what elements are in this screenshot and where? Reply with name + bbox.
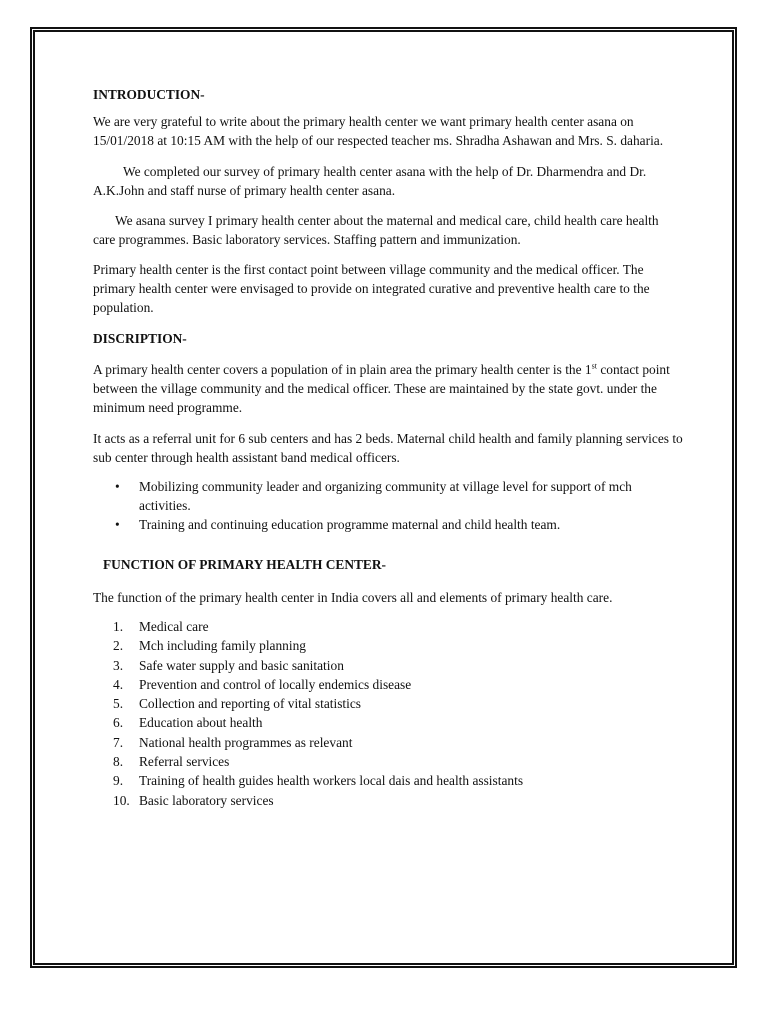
list-item-number: 4. [113,676,124,692]
list-item-number: 3. [113,657,124,673]
list-item [93,791,683,810]
list-item-number: 1. [113,619,124,634]
list-item-number: 6. [113,715,124,731]
list-item [93,617,683,636]
list-item [93,656,683,675]
description-paragraph-1-start: A primary health center covers a population of in plain area the primary health center is the 1 [93,362,592,377]
list-item-number: 9. [113,773,124,789]
list-item [93,636,683,655]
functions-numbered-list [93,617,683,810]
bullet-icon: • [115,517,120,532]
list-item-text: Safe water supply and basic sanitation [139,657,344,673]
list-item [93,694,683,713]
document-content [93,85,683,810]
description-bullet-list [93,477,683,534]
functions-intro: The function of the primary health center in India covers all and elements of primary health care. [93,590,613,605]
description-heading: DISCRIPTION- [93,331,187,346]
list-item [93,733,683,752]
description-paragraph-1 [93,360,683,417]
list-item [93,771,683,790]
bullet-icon: • [115,479,120,494]
list-item-number: 2. [113,638,124,654]
list-item-number: 7. [113,734,124,750]
ordinal-superscript: st [591,361,597,371]
bullet-item-text: Training and continuing education programme maternal and child health team. [139,517,561,532]
list-item-text: National health programmes as relevant [139,734,353,750]
list-item-text: Referral services [139,754,230,770]
list-item-text: Mch including family planning [139,638,306,654]
bullet-item-text: Mobilizing community leader and organizing community at village level for support of mch activities. [139,479,632,513]
list-item-number: 10. [113,792,130,808]
list-item [93,713,683,732]
list-item-text: Education about health [139,715,263,731]
introduction-paragraph-1: We are very grateful to write about the primary health center we want primary health center asana on 15/01/2018 at 10:15 AM with the help of our respected teacher ms. Shradha Ashawan and Mrs. S. daharia. [93,114,664,148]
list-item [93,675,683,694]
list-item-text: Collection and reporting of vital statistics [139,696,362,712]
list-item-text: Basic laboratory services [139,792,274,808]
list-item-number: 5. [113,696,124,712]
introduction-paragraph-3: We asana survey I primary health center about the maternal and medical care, child health care health care programmes. Basic laboratory services. Staffing pattern and immunization. [93,213,659,247]
list-item [93,752,683,771]
description-paragraph-2: It acts as a referral unit for 6 sub centers and has 2 beds. Maternal child health and family planning services to sub center through health assistant band medical officers. [93,431,683,465]
list-item-text: Prevention and control of locally endemics disease [139,676,412,692]
functions-heading: FUNCTION OF PRIMARY HEALTH CENTER- [103,557,386,572]
list-item-text: Training of health guides health workers local dais and health assistants [139,773,524,789]
list-item-number: 8. [113,754,124,770]
bullet-item [93,515,683,534]
description-paragraph-1-end: contact point between the village community and the medical officer. These are maintained by the state govt. under the minimum need programme. [93,362,670,415]
bullet-item [93,477,683,515]
list-item-text: Medical care [139,619,209,634]
introduction-heading: INTRODUCTION- [93,87,205,102]
introduction-paragraph-2: We completed our survey of primary health center asana with the help of Dr. Dharmendra and Dr. A.K.John and staff nurse of primary health center asana. [93,164,647,198]
introduction-paragraph-4: Primary health center is the first contact point between village community and the medical officer. The primary health center were envisaged to provide on integrated curative and preventive health care to the population. [93,262,650,315]
